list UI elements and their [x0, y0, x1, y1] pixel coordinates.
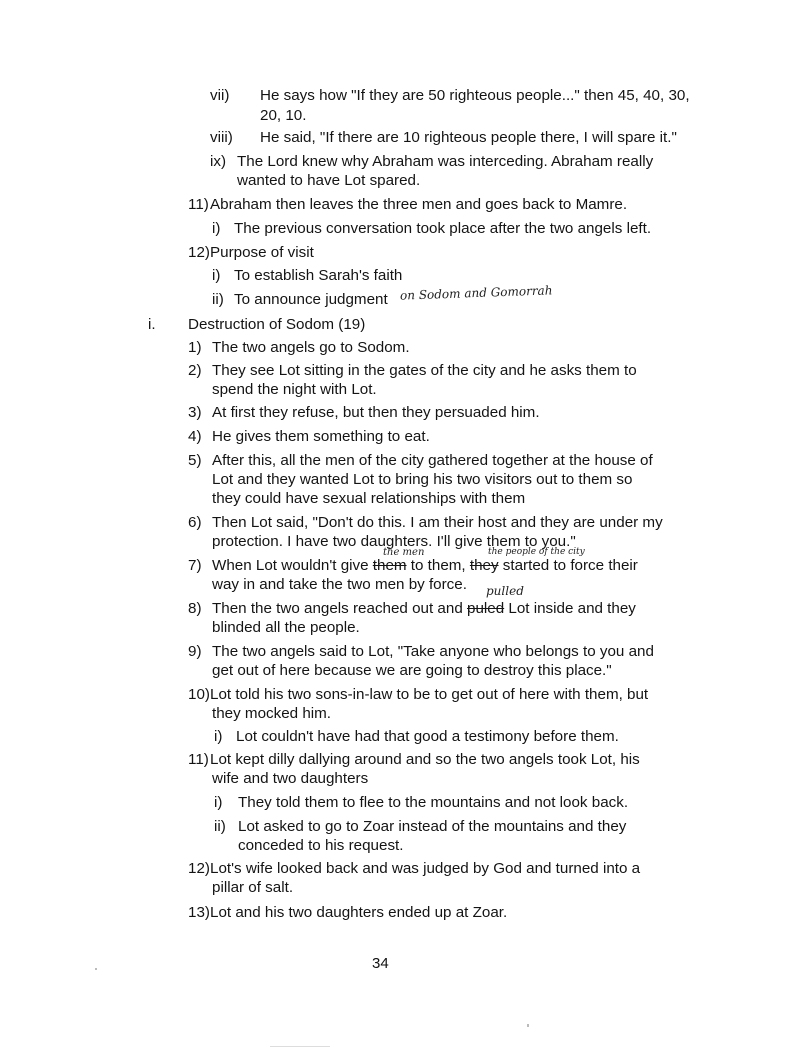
item-text: Abraham then leaves the three men and goes back to Mamre.: [210, 196, 628, 213]
item-number: i): [214, 728, 223, 745]
struck-text: puled: [467, 600, 505, 617]
item-text: He gives them something to eat.: [212, 428, 430, 445]
item-text: [212, 599, 636, 618]
item-number: 4): [188, 428, 202, 445]
scan-speck: [527, 1024, 529, 1027]
item-text-cont: Lot and they wanted Lot to bring his two visitors out to them so: [212, 471, 633, 488]
item-text: Lot told his two sons-in-law to be to get out of here with them, but: [210, 686, 649, 703]
item-number: ii): [212, 291, 224, 308]
handwritten-annotation: on Sodom and Gomorrah: [399, 283, 553, 303]
text-segment: started to force their: [498, 557, 638, 574]
item-number: i): [214, 794, 223, 811]
item-text-cont: spend the night with Lot.: [212, 381, 377, 398]
item-text: He says how "If they are 50 righteous people..." then 45, 40, 30,: [260, 87, 690, 104]
item-text: To establish Sarah's faith: [234, 267, 403, 284]
struck-text: them: [372, 557, 407, 574]
item-text: Then Lot said, "Don't do this. I am their host and they are under my: [212, 514, 663, 531]
item-number: 12): [188, 860, 210, 877]
item-text: The Lord knew why Abraham was interceding. Abraham really: [237, 153, 654, 170]
item-text-cont: protection. I have two daughters. I'll give them to you.": [212, 533, 576, 550]
item-text: They told them to flee to the mountains and not look back.: [238, 794, 629, 811]
page-number: 34: [372, 955, 389, 972]
item-number: 5): [188, 452, 202, 469]
item-text: They see Lot sitting in the gates of the city and he asks them to: [212, 362, 637, 379]
text-segment: When Lot wouldn't give: [212, 557, 373, 574]
section-title: Destruction of Sodom (19): [188, 316, 366, 333]
item-number: 7): [188, 557, 202, 574]
item-number: ii): [214, 818, 226, 835]
scan-edge: [270, 1046, 330, 1047]
handwritten-insertion: pulled: [486, 584, 524, 598]
item-number: 11): [188, 196, 209, 213]
item-text: After this, all the men of the city gathered together at the house of: [212, 452, 653, 469]
item-text-cont: blinded all the people.: [212, 619, 360, 636]
text-segment: Lot inside and they: [504, 600, 636, 617]
item-number: 13): [188, 904, 210, 921]
item-number: 2): [188, 362, 202, 379]
item-text-cont: wife and two daughters: [212, 770, 369, 787]
item-number: viii): [210, 129, 233, 146]
item-text-cont: conceded to his request.: [238, 837, 404, 854]
handwritten-insertion: the people of the city: [488, 547, 585, 557]
item-text: Lot and his two daughters ended up at Zoar.: [210, 904, 508, 921]
item-text-cont: get out of here because we are going to destroy this place.": [212, 662, 612, 679]
item-text-cont: they mocked him.: [212, 705, 332, 722]
item-number: 10): [188, 686, 210, 703]
item-number: 9): [188, 643, 202, 660]
item-text: He said, "If there are 10 righteous people there, I will spare it.": [260, 129, 677, 146]
item-text-cont: way in and take the two men by force.: [212, 576, 467, 593]
item-text: The two angels go to Sodom.: [212, 339, 410, 356]
item-text: Lot kept dilly dallying around and so the two angels took Lot, his: [210, 751, 640, 768]
item-text: To announce judgment: [234, 291, 388, 308]
item-text: [212, 556, 638, 575]
item-number: i): [212, 267, 221, 284]
item-number: 11): [188, 751, 209, 768]
item-number: 8): [188, 600, 202, 617]
item-number: i): [212, 220, 221, 237]
item-text-cont: they could have sexual relationships with them: [212, 490, 526, 507]
item-text: The two angels said to Lot, "Take anyone who belongs to you and: [212, 643, 654, 660]
item-text: Lot asked to go to Zoar instead of the mountains and they: [238, 818, 627, 835]
item-number: ix): [210, 153, 227, 170]
item-text: Lot's wife looked back and was judged by God and turned into a: [210, 860, 641, 877]
text-segment: Then the two angels reached out and: [212, 600, 467, 617]
section-number: i.: [148, 316, 156, 333]
item-text-cont: wanted to have Lot spared.: [237, 172, 421, 189]
item-number: 1): [188, 339, 202, 356]
item-number: vii): [210, 87, 230, 104]
item-number: 12): [188, 244, 210, 261]
item-text-cont: 20, 10.: [260, 107, 307, 124]
struck-text: they: [469, 557, 499, 574]
item-text: Lot couldn't have had that good a testimony before them.: [236, 728, 619, 745]
item-number: 6): [188, 514, 202, 531]
item-number: 3): [188, 404, 202, 421]
handwritten-insertion: the men: [383, 547, 425, 558]
text-segment: to them,: [406, 557, 470, 574]
scan-speck: [95, 968, 97, 970]
item-text-cont: pillar of salt.: [212, 879, 294, 896]
item-text: At first they refuse, but then they persuaded him.: [212, 404, 540, 421]
item-text: The previous conversation took place after the two angels left.: [234, 220, 652, 237]
item-text: Purpose of visit: [210, 244, 314, 261]
